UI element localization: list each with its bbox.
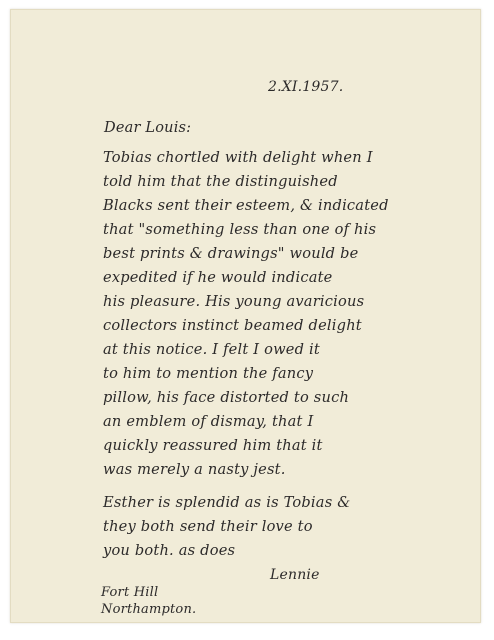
address-line: Northampton. — [101, 602, 197, 617]
address-line: Fort Hill — [101, 585, 159, 600]
letter-line: they both send their love to — [103, 518, 313, 535]
letter-paper — [10, 9, 481, 623]
letter-line: to him to mention the fancy — [103, 365, 314, 382]
letter-line: told him that the distinguished — [103, 173, 338, 190]
letter-line: Esther is splendid as is Tobias & — [103, 494, 351, 511]
letter-line: his pleasure. His young avaricious — [103, 293, 365, 310]
letter-line: at this notice. I felt I owed it — [103, 341, 320, 358]
letter-date: 2.XI.1957. — [268, 79, 344, 95]
letter-line: quickly reassured him that it — [103, 437, 323, 454]
signature: Lennie — [270, 567, 320, 583]
letter-line: best prints & drawings" would be — [103, 245, 359, 262]
letter-line: an emblem of dismay, that I — [103, 413, 314, 430]
letter-line: collectors instinct beamed delight — [103, 317, 362, 334]
letter-line: Blacks sent their esteem, & indicated — [103, 197, 389, 214]
letter-line: pillow, his face distorted to such — [103, 389, 350, 406]
salutation: Dear Louis: — [104, 120, 192, 136]
letter-line: was merely a nasty jest. — [103, 461, 286, 478]
letter-line: you both. as does — [103, 542, 236, 559]
letter-line: that "something less than one of his — [103, 221, 377, 238]
letter-line: Tobias chortled with delight when I — [103, 149, 373, 166]
letter-line: expedited if he would indicate — [103, 269, 333, 286]
